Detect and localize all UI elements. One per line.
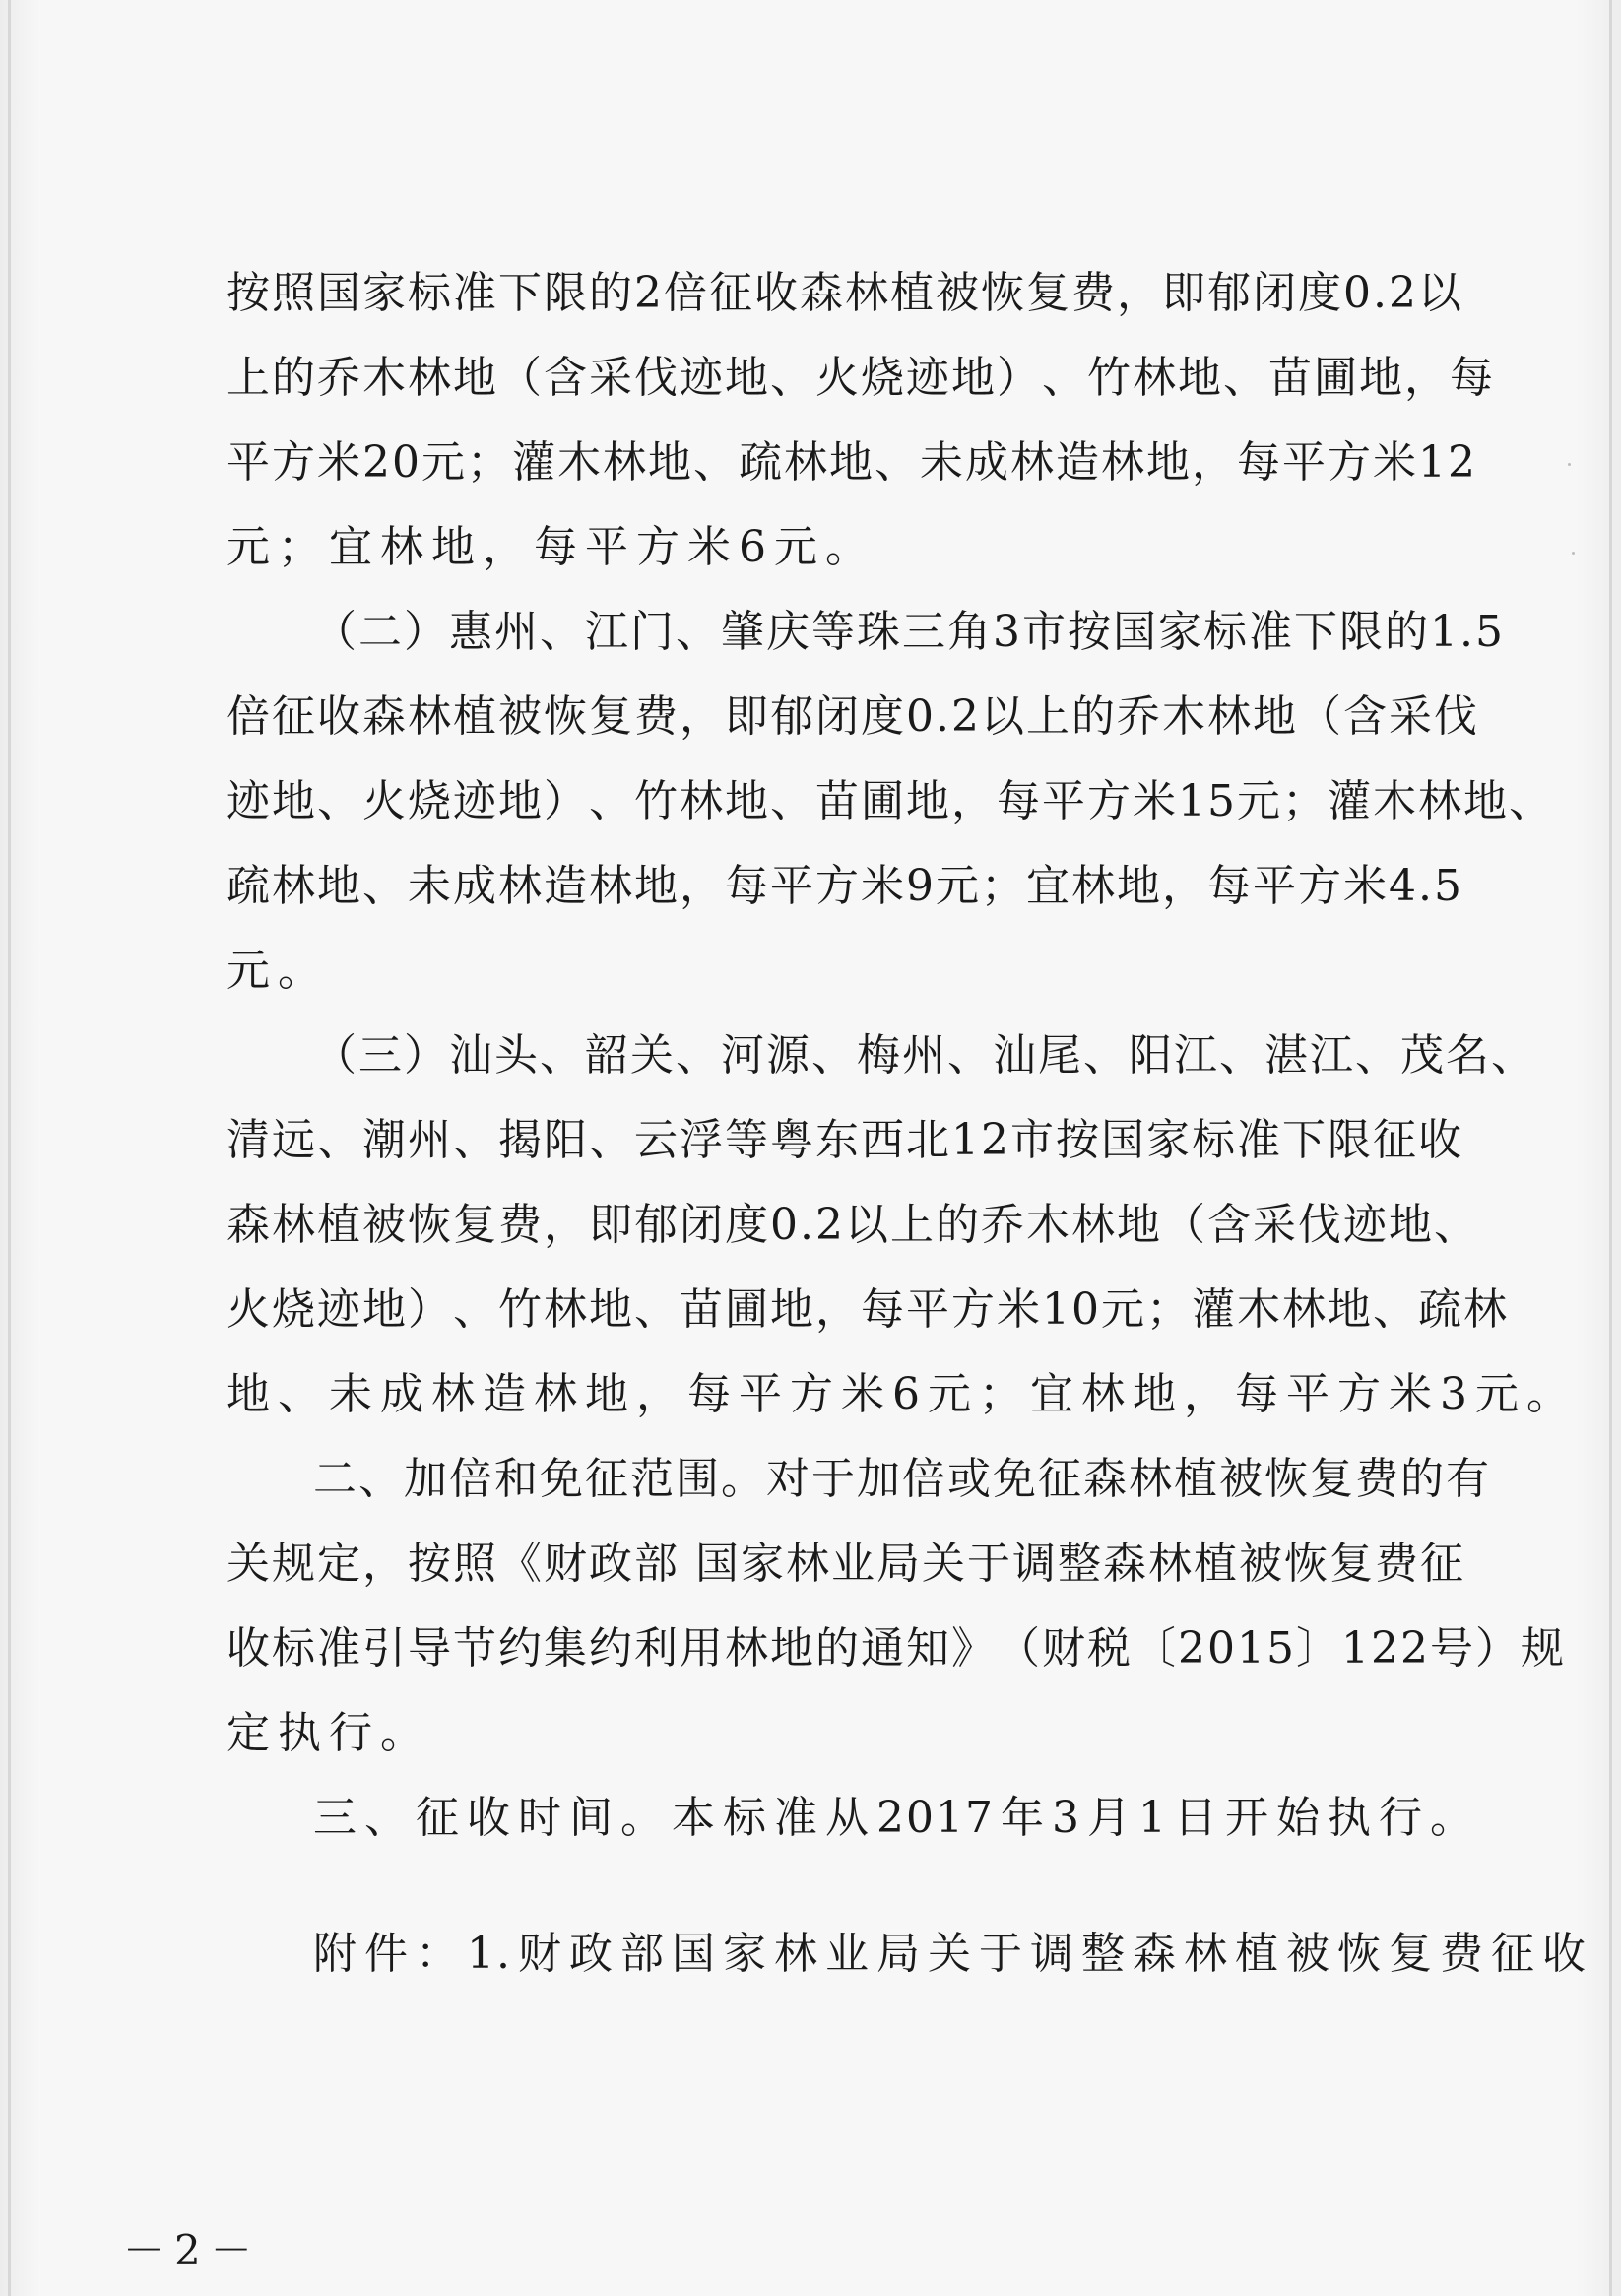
text-line: 收 标 准 引 导 节 约 集 约 利 用 林 地 的 通 知 》 （ 财 税 〔 2015 〕 122 号 ） 规: [227, 1623, 1566, 1673]
text-line: 森 林 植 被 恢 复 费 ， 即 郁 闭 度 0.2 以 上 的 乔 木 林 地 （ 含 采 伐 迹 地 、: [227, 1200, 1479, 1250]
text-line: （ 三 ） 汕 头 、 韶 关 、 河 源 、 梅 州 、 汕 尾 、 阳 江 、 湛 江 、 茂 名 、: [313, 1030, 1536, 1081]
text-line: 上 的 乔 木 林 地 （ 含 采 伐 迹 地 、 火 烧 迹 地 ） 、 竹 林 地 、 苗 圃 地 ， 每: [227, 353, 1495, 403]
text-line: 疏 林 地 、 未 成 林 造 林 地 ， 每 平 方 米 9 元 ； 宜 林 地 ， 每 平 方 米 4.5: [227, 861, 1463, 911]
text-line: 关 规 定 ， 按 照 《 财 政 部 国 家 林 业 局 关 于 调 整 森 林 植 被 恢 复 费 征: [227, 1539, 1465, 1589]
text-line: 元 。: [227, 946, 323, 996]
text-line: [227, 1861, 1426, 1912]
scan-edge-left: [8, 0, 11, 2296]
page-number: －2－: [123, 2226, 262, 2274]
text-line: 按 照 国 家 标 准 下 限 的 2 倍 征 收 森 林 植 被 恢 复 费 ， 即 郁 闭 度 0.2 以: [227, 268, 1463, 318]
scan-speck: [1572, 552, 1575, 555]
text-line: 元 ； 宜 林 地 ， 每 平 方 米 6 元 。: [227, 522, 871, 572]
text-line: 倍 征 收 森 林 植 被 恢 复 费 ， 即 郁 闭 度 0.2 以 上 的 乔 木 林 地 （ 含 采 伐: [227, 691, 1479, 742]
document-body: [227, 251, 1588, 1997]
text-line: 三 、 征 收 时 间 。 本 标 准 从 2017 年 3 月 1 日 开 始 执 行 。: [313, 1793, 1475, 1843]
scan-edge-right: [1609, 0, 1612, 2296]
scan-speck: [1568, 463, 1571, 466]
text-line: 地 、 未 成 林 造 林 地 ， 每 平 方 米 6 元 ； 宜 林 地 ， 每 平 方 米 3 元 。: [227, 1369, 1572, 1419]
text-line: 清 远 、 潮 州 、 揭 阳 、 云 浮 等 粤 东 西 北 12 市 按 国 家 标 准 下 限 征 收: [227, 1115, 1463, 1165]
text-line: 迹 地 、 火 烧 迹 地 ） 、 竹 林 地 、 苗 圃 地 ， 每 平 方 米 15 元 ； 灌 木 林 地 、: [227, 776, 1554, 826]
text-line: 二 、 加 倍 和 免 征 范 围 。 对 于 加 倍 或 免 征 森 林 植 被 恢 复 费 的 有: [313, 1454, 1491, 1504]
text-line: 火 烧 迹 地 ） 、 竹 林 地 、 苗 圃 地 ， 每 平 方 米 10 元 ； 灌 木 林 地 、 疏 林: [227, 1284, 1509, 1335]
text-line: 平 方 米 20 元 ； 灌 木 林 地 、 疏 林 地 、 未 成 林 造 林 地 ， 每 平 方 米 12: [227, 437, 1477, 488]
text-line: （ 二 ） 惠 州 、 江 门 、 肇 庆 等 珠 三 角 3 市 按 国 家 标 准 下 限 的 1.5: [313, 607, 1505, 657]
text-line: 附 件 ： 1. 财 政 部 国 家 林 业 局 关 于 调 整 森 林 植 被 恢 复 费 征 收: [313, 1929, 1588, 1979]
text-line: 定 执 行 。: [227, 1708, 425, 1758]
